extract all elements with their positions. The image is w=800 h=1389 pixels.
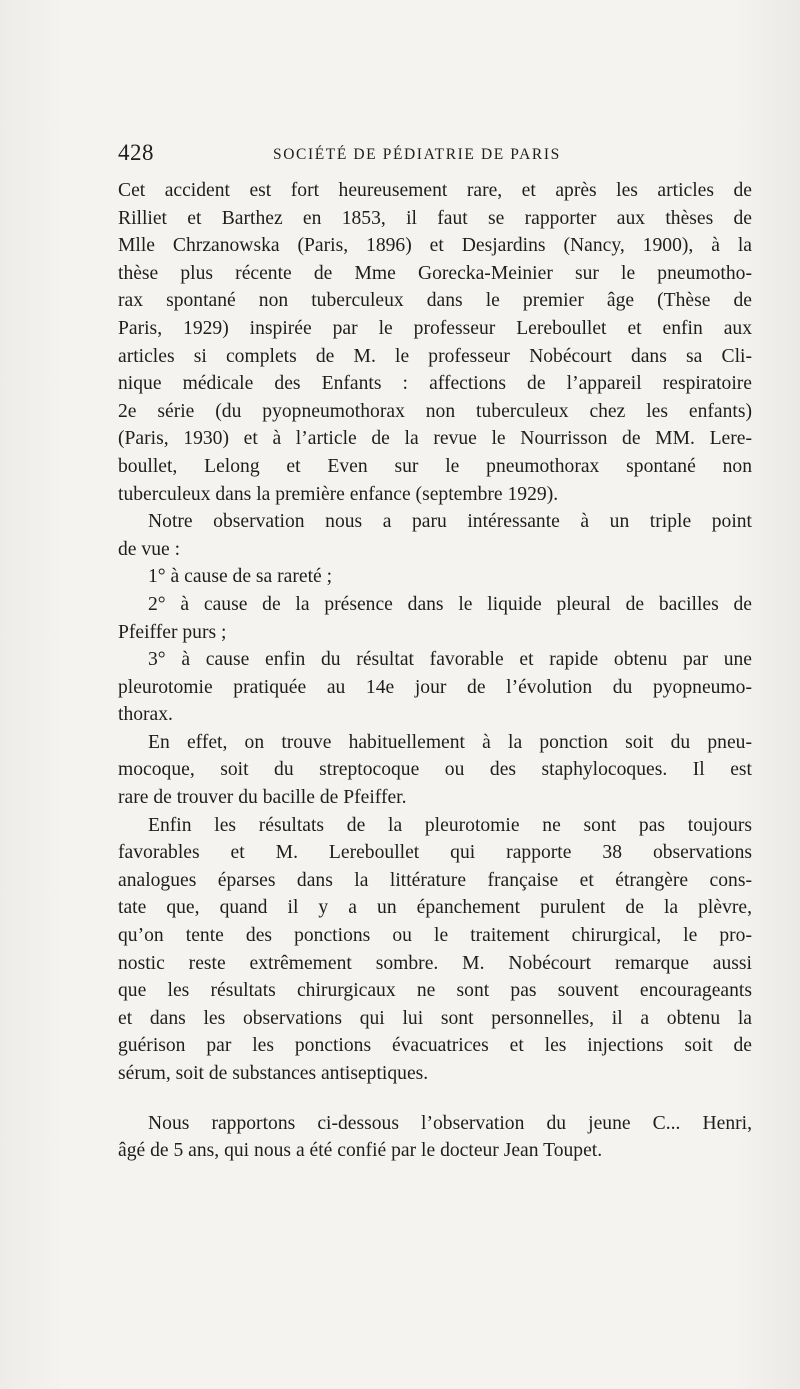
text-line: Cet accident est fort heureusement rare, et après les articles de <box>118 180 752 201</box>
page-header <box>118 140 752 174</box>
text-line: de vue : <box>118 538 181 560</box>
paragraph <box>118 177 752 508</box>
paragraph <box>118 1110 752 1165</box>
text-line: thèse plus récente de Mme Gorecka-Meinier sur le pneumotho- <box>118 262 752 284</box>
body-text <box>118 177 752 1165</box>
paragraph-gap <box>118 1088 752 1110</box>
text-line: Paris, 1929) inspirée par le professeur Lereboullet et enfin aux <box>118 317 752 339</box>
text-line: articles si complets de M. le professeur Nobécourt dans sa Cli- <box>118 345 752 367</box>
text-line: 1° à cause de sa rareté ; <box>148 566 333 588</box>
running-head: SOCIÉTÉ DE PÉDIATRIE DE PARIS <box>273 146 561 163</box>
paragraph <box>118 646 752 729</box>
text-line: nostic reste extrêmement sombre. M. Nobécourt remarque aussi <box>118 952 752 974</box>
text-line: âgé de 5 ans, qui nous a été confié par le docteur Jean Toupet. <box>118 1140 603 1162</box>
text-line: et dans les observations qui lui sont personnelles, il a obtenu la <box>118 1007 752 1029</box>
text-line: pleurotomie pratiquée au 14e jour de l’évolution du pyopneumo- <box>118 676 752 698</box>
text-line: boullet, Lelong et Even sur le pneumothorax spontané non <box>118 455 752 477</box>
text-line: 3° à cause enfin du résultat favorable et rapide obtenu par une <box>148 649 752 671</box>
text-line: thorax. <box>118 704 173 726</box>
text-line: tuberculeux dans la première enfance (septembre 1929). <box>118 483 559 505</box>
text-line: Pfeiffer purs ; <box>118 621 227 643</box>
text-line: Enfin les résultats de la pleurotomie ne sont pas toujours <box>148 814 752 836</box>
text-line: En effet, on trouve habituellement à la ponction soit du pneu- <box>148 731 752 753</box>
text-line: guérison par les ponctions évacuatrices et les injections soit de <box>118 1035 752 1057</box>
paragraph <box>118 563 752 591</box>
text-line: 2° à cause de la présence dans le liquide pleural de bacilles de <box>148 593 752 615</box>
text-line: analogues éparses dans la littérature française et étrangère cons- <box>118 869 752 891</box>
text-line: tate que, quand il y a un épanchement purulent de la plèvre, <box>118 897 752 919</box>
text-line: rax spontané non tuberculeux dans le premier âge (Thèse de <box>118 290 752 312</box>
text-line: favorables et M. Lereboullet qui rapporte 38 observations <box>118 842 752 864</box>
page-number: 428 <box>118 140 154 165</box>
text-line: (Paris, 1930) et à l’article de la revue le Nourrisson de MM. Lere- <box>118 428 752 450</box>
text-line: que les résultats chirurgicaux ne sont pas souvent encourageants <box>118 980 752 1002</box>
text-line: qu’on tente des ponctions ou le traitement chirurgical, le pro- <box>118 925 752 947</box>
paragraph <box>118 591 752 646</box>
text-line: Rilliet et Barthez en 1853, il faut se rapporter aux thèses de <box>118 207 752 229</box>
text-line: Notre observation nous a paru intéressante à un triple point <box>148 511 752 533</box>
text-line: 2e série (du pyopneumothorax non tuberculeux chez les enfants) <box>118 400 752 422</box>
text-line: sérum, soit de substances antiseptiques. <box>118 1063 429 1084</box>
text-line: Nous rapportons ci-dessous l’observation du jeune C... Henri, <box>148 1112 752 1134</box>
text-line: rare de trouver du bacille de Pfeiffer. <box>118 787 407 809</box>
text-line: nique médicale des Enfants : affections de l’appareil respiratoire <box>118 373 752 395</box>
text-line: mocoque, soit du streptocoque ou des staphylocoques. Il est <box>118 759 752 781</box>
paragraph <box>118 812 752 1088</box>
text-line: Mlle Chrzanowska (Paris, 1896) et Desjardins (Nancy, 1900), à la <box>118 235 752 257</box>
paragraph <box>118 729 752 812</box>
paragraph <box>118 508 752 563</box>
